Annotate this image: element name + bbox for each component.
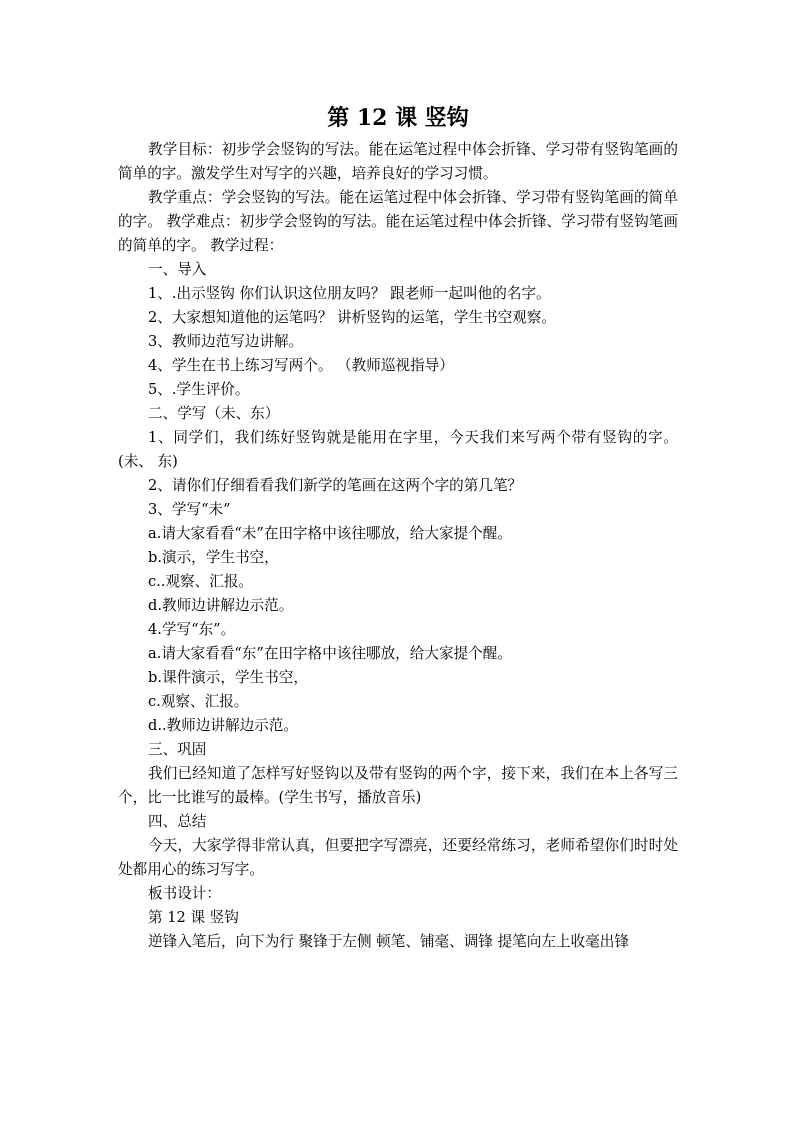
paragraph: 3、教师边范写边讲解。 [148,333,304,350]
paragraph: 3、学写“未” [148,501,231,518]
paragraph: 一、导入 [148,261,207,278]
paragraph: b.课件演示，学生书空， [148,669,308,686]
paragraph: 二、学写（未、东） [148,405,280,422]
paragraph: 三、巩固 [148,741,207,758]
paragraph: 2、请你们仔细看看我们新学的笔画在这两个字的第几笔？ [148,477,523,494]
page-title: 第 12 课 竖钩 [327,105,469,131]
paragraph: d.教师边讲解边示范。 [148,597,294,614]
paragraph: c..观察、汇报。 [148,573,254,590]
paragraph: 板书设计： [148,885,221,902]
paragraph: b.演示，学生书空， [148,549,279,566]
paragraph: 今天，大家学得非常认真，但要把字写漂亮，还要经常练习，老师希望你们时时处 处都用心的练习写字。 [118,837,678,878]
paragraph: 我们已经知道了怎样写好竖钩以及带有竖钩的两个字，接下来，我们在本上各写三个，比一比谁写的最棒。(学生书写，播放音乐) [118,765,678,806]
paragraph: 1、.出示竖钩 你们认识这位朋友吗？ 跟老师一起叫他的名字。 [148,285,551,302]
paragraph: 1、同学们，我们练好竖钩就是能用在字里，今天我们来写两个带有竖钩的字。(未、 东) [118,429,678,470]
paragraph: a.请大家看看“东”在田字格中该往哪放，给大家提个醒。 [148,645,512,662]
paragraph: 5、.学生评价。 [148,381,250,398]
paragraph: 教学重点：学会竖钩的写法。能在运笔过程中体会折锋、学习带有竖钩笔画的简单的字。 教学难点：初步学会竖钩的写法。能在运笔过程中体会折锋、学习带有竖钩笔画的简单的字。 教学过程： [118,189,678,254]
paragraph: 逆锋入笔后，向下为行 聚锋于左侧 顿笔、铺毫、调锋 提笔向左上收毫出锋 [148,933,629,950]
paragraph: 4.学写“东”。 [148,621,236,638]
paragraph: a.请大家看看“未”在田字格中该往哪放，给大家提个醒。 [148,525,512,542]
document-body [118,138,678,954]
paragraph: c.观察、汇报。 [148,693,249,710]
paragraph: 教学目标：初步学会竖钩的写法。能在运笔过程中体会折锋、学习带有竖钩笔画的简单的字。激发学生对写字的兴趣，培养良好的学习习惯。 [118,141,678,182]
document-page [118,100,678,954]
paragraph: 四、总结 [148,813,207,830]
paragraph: 2、大家想知道他的运笔吗？ 讲析竖钩的运笔，学生书空观察。 [148,309,556,326]
paragraph: 4、学生在书上练习写两个。 （教师巡视指导） [148,357,454,374]
paragraph: d..教师边讲解边示范。 [148,717,298,734]
paragraph: 第 12 课 竖钩 [148,909,239,926]
